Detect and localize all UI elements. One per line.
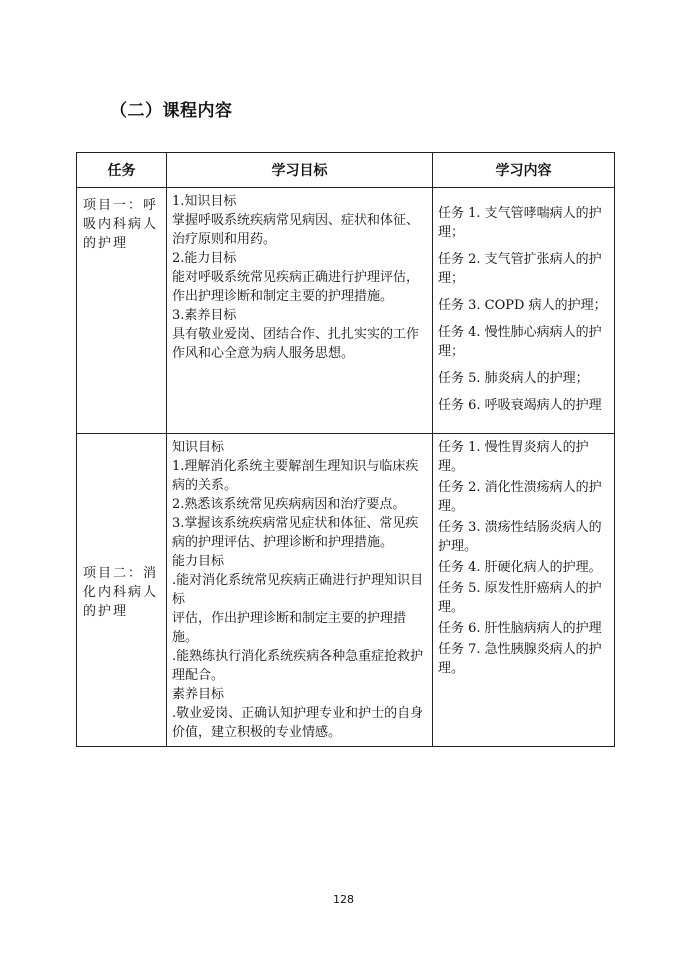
content-item: 任务 4. 肝硬化病人的护理。 <box>438 560 602 575</box>
objectives-cell <box>167 188 433 434</box>
content-item: 任务 1. 支气管哮喘病人的护理； <box>438 206 602 240</box>
objective-line: 评估，作出护理诊断和制定主要的护理措施。 <box>172 611 407 645</box>
content-item: 任务 1. 慢性胃炎病人的护理。 <box>438 440 589 474</box>
objective-line: .能熟练执行消化系统疾病各种急重症抢救护理配合。 <box>172 649 424 683</box>
table-row <box>77 188 615 434</box>
objective-line: 知识目标 <box>172 440 225 455</box>
objective-line: 3.掌握该系统疾病常见症状和体征、常见疾病的护理评估、护理诊断和护理措施。 <box>172 516 419 550</box>
task-cell: 项目一：呼吸内科病人的护理 <box>77 188 167 434</box>
content-item: 任务 2. 支气管扩张病人的护理； <box>438 252 602 286</box>
objective-line: 能对呼吸系统常见疾病正确进行护理评估，作出护理诊断和制定主要的护理措施。 <box>172 270 420 304</box>
objective-line: .能对消化系统常见疾病正确进行护理知识目标 <box>172 573 424 607</box>
content-item: 任务 2. 消化性溃疡病人的护理。 <box>438 480 602 514</box>
content-item: 任务 6. 肝性脑病病人的护理 <box>438 621 602 636</box>
objective-line: 掌握呼吸系统疾病常见病因、症状和体征、治疗原则和用药。 <box>172 213 420 247</box>
table-header-row <box>77 153 615 188</box>
objective-line: 1.理解消化系统主要解剖生理知识与临床疾病的关系。 <box>172 459 419 493</box>
objective-line: 1.知识目标 <box>172 194 237 209</box>
content-item: 任务 5. 原发性肝癌病人的护理。 <box>438 581 602 615</box>
contents-cell <box>433 188 615 434</box>
task-cell: 项目二：消化内科病人的护理 <box>77 434 167 747</box>
page-number: 128 <box>333 893 354 906</box>
objective-line: 3.素养目标 <box>172 308 237 323</box>
objective-line: .敬业爱岗、正确认知护理专业和护士的自身价值，建立积极的专业情感。 <box>172 706 424 740</box>
content-item: 任务 5. 肺炎病人的护理； <box>438 371 589 386</box>
objective-line: 2.熟悉该系统常见疾病病因和治疗要点。 <box>172 497 406 512</box>
curriculum-table <box>76 152 615 747</box>
objectives-cell <box>167 434 433 747</box>
objective-line: 具有敬业爱岗、团结合作、扎扎实实的工作作风和心全意为病人服务思想。 <box>172 327 420 361</box>
header-contents: 学习内容 <box>433 153 615 188</box>
objective-line: 能力目标 <box>172 554 225 569</box>
content-item: 任务 6. 呼吸衰竭病人的护理 <box>438 398 602 413</box>
header-objectives: 学习目标 <box>167 153 433 188</box>
header-task: 任务 <box>77 153 167 188</box>
content-item: 任务 7. 急性胰腺炎病人的护理。 <box>438 642 602 676</box>
table-row <box>77 434 615 747</box>
content-item: 任务 3. COPD 病人的护理； <box>438 298 607 313</box>
objective-line: 素养目标 <box>172 687 225 702</box>
objective-line: 2.能力目标 <box>172 251 237 266</box>
section-title: （二）课程内容 <box>110 101 233 121</box>
content-item: 任务 3. 溃疡性结肠炎病人的护理。 <box>438 520 602 554</box>
contents-cell <box>433 434 615 747</box>
content-item: 任务 4. 慢性肺心病病人的护理； <box>438 325 602 359</box>
